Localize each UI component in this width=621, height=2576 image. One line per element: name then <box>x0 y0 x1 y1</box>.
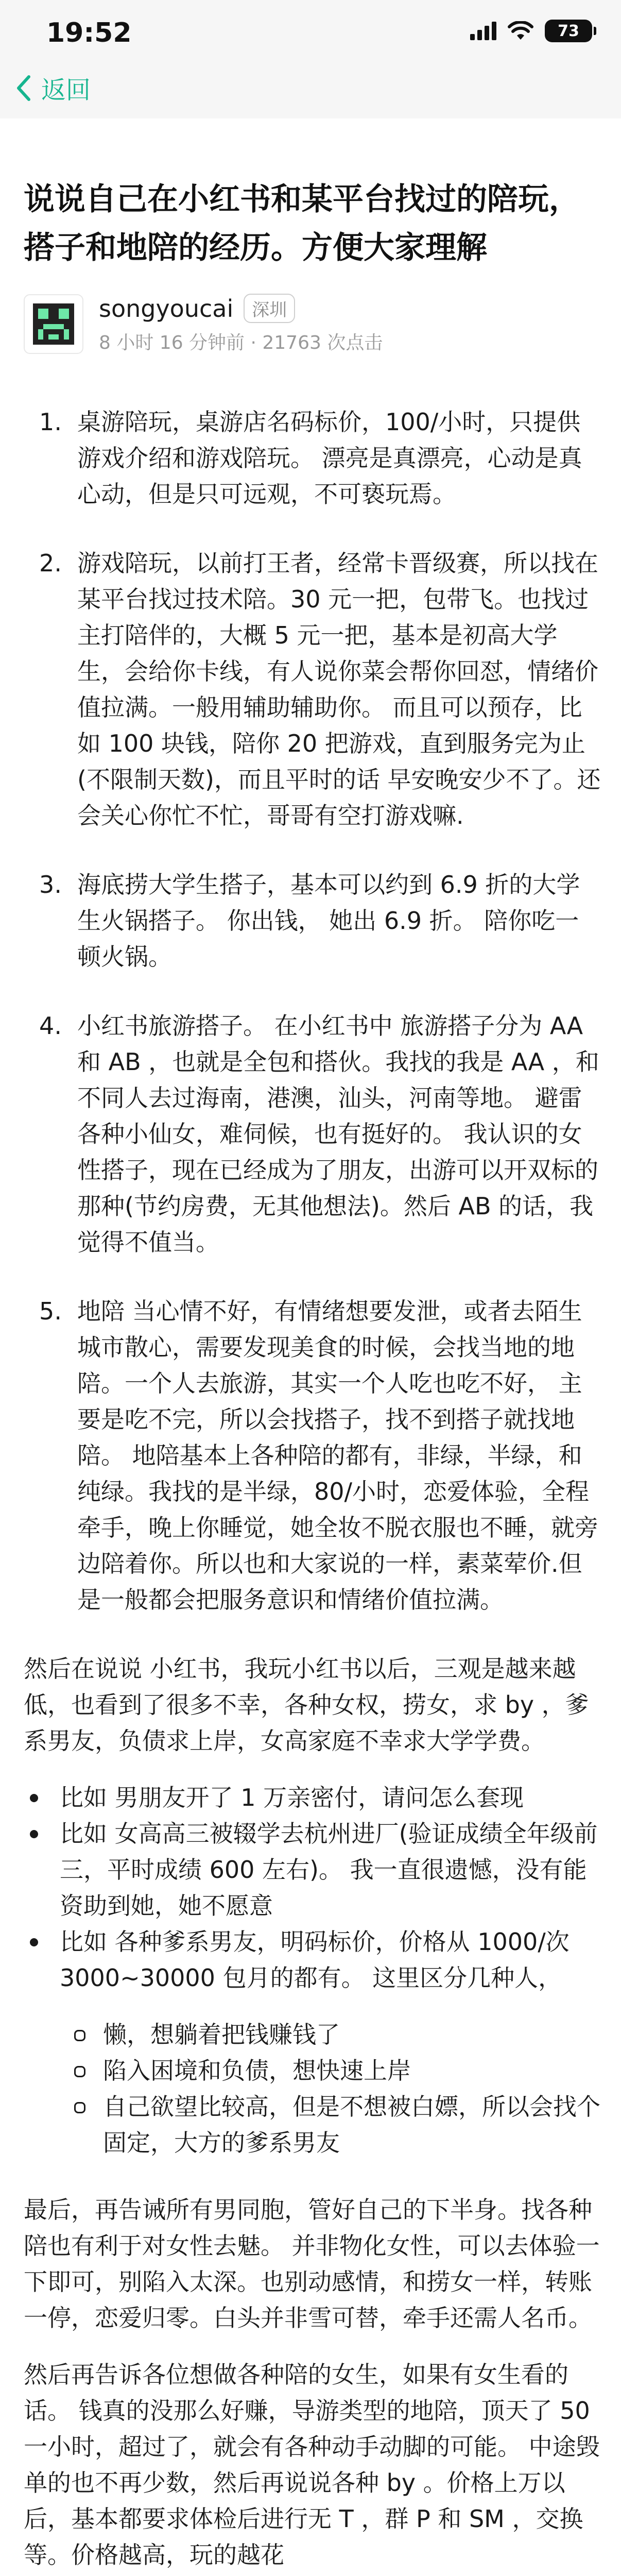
back-label: 返回 <box>41 76 91 105</box>
list-item-text: 小红书旅游搭子。 在小红书中 旅游搭子分为 AA 和 AB ，也就是全包和搭伙。我找的我是 AA ，和不同人去过海南，港澳，汕头，河南等地。 避雷各种小仙女，难伺候，也有挺好的。 我认识的女性搭子，现在已经成为了朋友，出游可以开双标的那种(节约房费，无其他想法)。然后 AB 的话，我觉得不值当。 <box>77 1012 599 1256</box>
bullet-text: 比如 各种爹系男友，明码标价，价格从 1000/次 3000~30000 包月的都有。 这里区分几种人， <box>60 1928 570 1992</box>
sub-bullet-item <box>71 2089 601 2161</box>
sub-bullet-item <box>71 2053 601 2089</box>
list-item-text: 桌游陪玩，桌游店名码标价，100/小时，只提供游戏介绍和游戏陪玩。 漂亮是真漂亮，心动是真心动，但是只可远观，不可亵玩焉。 <box>77 408 582 508</box>
post-title: 说说自己在小红书和某平台找过的陪玩，搭子和地陪的经历。方便大家理解 <box>24 181 580 266</box>
nav-bar <box>0 57 621 118</box>
numbered-list <box>24 404 601 1618</box>
signal-icon <box>470 22 496 40</box>
post-meta: 8 小时 16 分钟前 · 21763 次点击 <box>99 332 383 353</box>
bullet-text: 比如 女高高三被辍学去杭州进厂(验证成绩全年级前三，平时成绩 600 左右)。 我一直很遗憾，没有能资助到她，她不愿意 <box>60 1820 598 1920</box>
status-bar <box>0 0 621 57</box>
list-number: 4. <box>39 1012 62 1040</box>
pixel-avatar-icon <box>28 298 79 350</box>
list-number: 3. <box>39 871 62 899</box>
bullet-item <box>24 1924 601 1996</box>
status-time: 19:52 <box>46 18 132 48</box>
author-info <box>99 294 383 354</box>
bullet-item <box>24 1780 601 1816</box>
sub-bullet-list <box>71 2016 601 2161</box>
bullet-dot <box>24 1780 60 1816</box>
list-item-text: 地陪 当心情不好，有情绪想要发泄，或者去陌生城市散心，需要发现美食的时候，会找当地的地陪。一个人去旅游，其实一个人吃也吃不好， 主要是吃不完，所以会找搭子，找不到搭子就找地陪。 地陪基本上各种陪的都有，非绿，半绿，和纯绿。我找的是半绿，80/小时，恋爱体验，全程牵手，晚上你睡觉，她全妆不脱衣服也不睡，就旁边陪着你。所以也和大家说的一样，素菜荤价.但是一般都会把服务意识和情绪价值拉满。 <box>77 1297 598 1614</box>
list-number: 2. <box>39 549 62 577</box>
sub-bullet-ring <box>71 2016 103 2053</box>
sub-bullet-ring <box>71 2053 103 2089</box>
list-item-text: 游戏陪玩，以前打王者，经常卡晋级赛，所以找在某平台找过技术陪。30 元一把，包带飞。也找过主打陪伴的，大概 5 元一把，基本是初高大学生，会给你卡线，有人说你菜会帮你回怼，情绪价值拉满。一般用辅助辅助你。 而且可以预存，比如 100 块钱，陪你 20 把游戏，直到服务完为止(不限制天数)，而且平时的话 早安晚安少不了。还会关心你忙不忙，哥哥有空打游戏嘛. <box>77 549 601 829</box>
list-number: 5. <box>39 1297 62 1325</box>
author-name[interactable]: songyoucai <box>99 294 234 323</box>
bullet-dot <box>24 1816 60 1924</box>
sub-bullet-item <box>71 2016 601 2053</box>
sub-bullet-ring <box>71 2089 103 2161</box>
list-item <box>24 545 601 834</box>
sub-bullet-text: 懒，想躺着把钱赚钱了 <box>103 2021 340 2048</box>
location-badge: 深圳 <box>244 294 295 323</box>
post-content <box>0 118 621 2576</box>
list-item <box>24 867 601 975</box>
bullet-text: 比如 男朋友开了 1 万亲密付，请问怎么套现 <box>60 1784 524 1811</box>
list-item <box>24 1008 601 1260</box>
wifi-icon <box>508 21 533 41</box>
list-item-text: 海底捞大学生搭子，基本可以约到 6.9 折的大学生火锅搭子。 你出钱， 她出 6.9 折。 陪你吃一顿火锅。 <box>77 871 580 971</box>
list-item <box>24 404 601 512</box>
chevron-left-icon <box>13 74 34 103</box>
sub-bullet-text: 陷入困境和负债，想快速上岸 <box>103 2057 411 2084</box>
battery-icon: 73 <box>545 20 592 42</box>
paragraph-warning-men: 最后，再告诫所有男同胞，管好自己的下半身。找各种陪也有利于对女性去魅。 并非物化女性，可以去体验一下即可，别陷入太深。也别动感情，和捞女一样，转账一停，恋爱归零。白头并非雪可替，牵手还需人名币。 <box>24 2196 600 2332</box>
paragraph-warning-women: 然后再告诉各位想做各种陪的女生，如果有女生看的话。 钱真的没那么好赚，导游类型的地陪，顶天了 50 一小时，超过了，就会有各种动手动脚的可能。 中途毁单的也不再少数，然后再说说各种 by 。价格上万以后，基本都要求体检后进行无 T ，群 P 和 SM ，交换等。价格越高，玩的越花 <box>24 2361 600 2569</box>
status-icons <box>470 20 592 42</box>
bullet-dot <box>24 1924 60 1996</box>
bullet-list <box>24 1780 601 1996</box>
paragraph-xiaohongshu: 然后在说说 小红书，我玩小红书以后，三观是越来越低，也看到了很多不幸，各种女权，捞女，求 by ，爹系男友，负债求上岸，女高家庭不幸求大学学费。 <box>24 1655 589 1755</box>
list-item <box>24 1293 601 1618</box>
author-row <box>24 285 601 363</box>
sub-bullet-text: 自己欲望比较高，但是不想被白嫖，所以会找个固定，大方的爹系男友 <box>103 2093 600 2157</box>
avatar[interactable] <box>24 294 83 354</box>
bullet-item <box>24 1816 601 1924</box>
back-button[interactable] <box>13 70 91 106</box>
list-number: 1. <box>39 408 62 436</box>
